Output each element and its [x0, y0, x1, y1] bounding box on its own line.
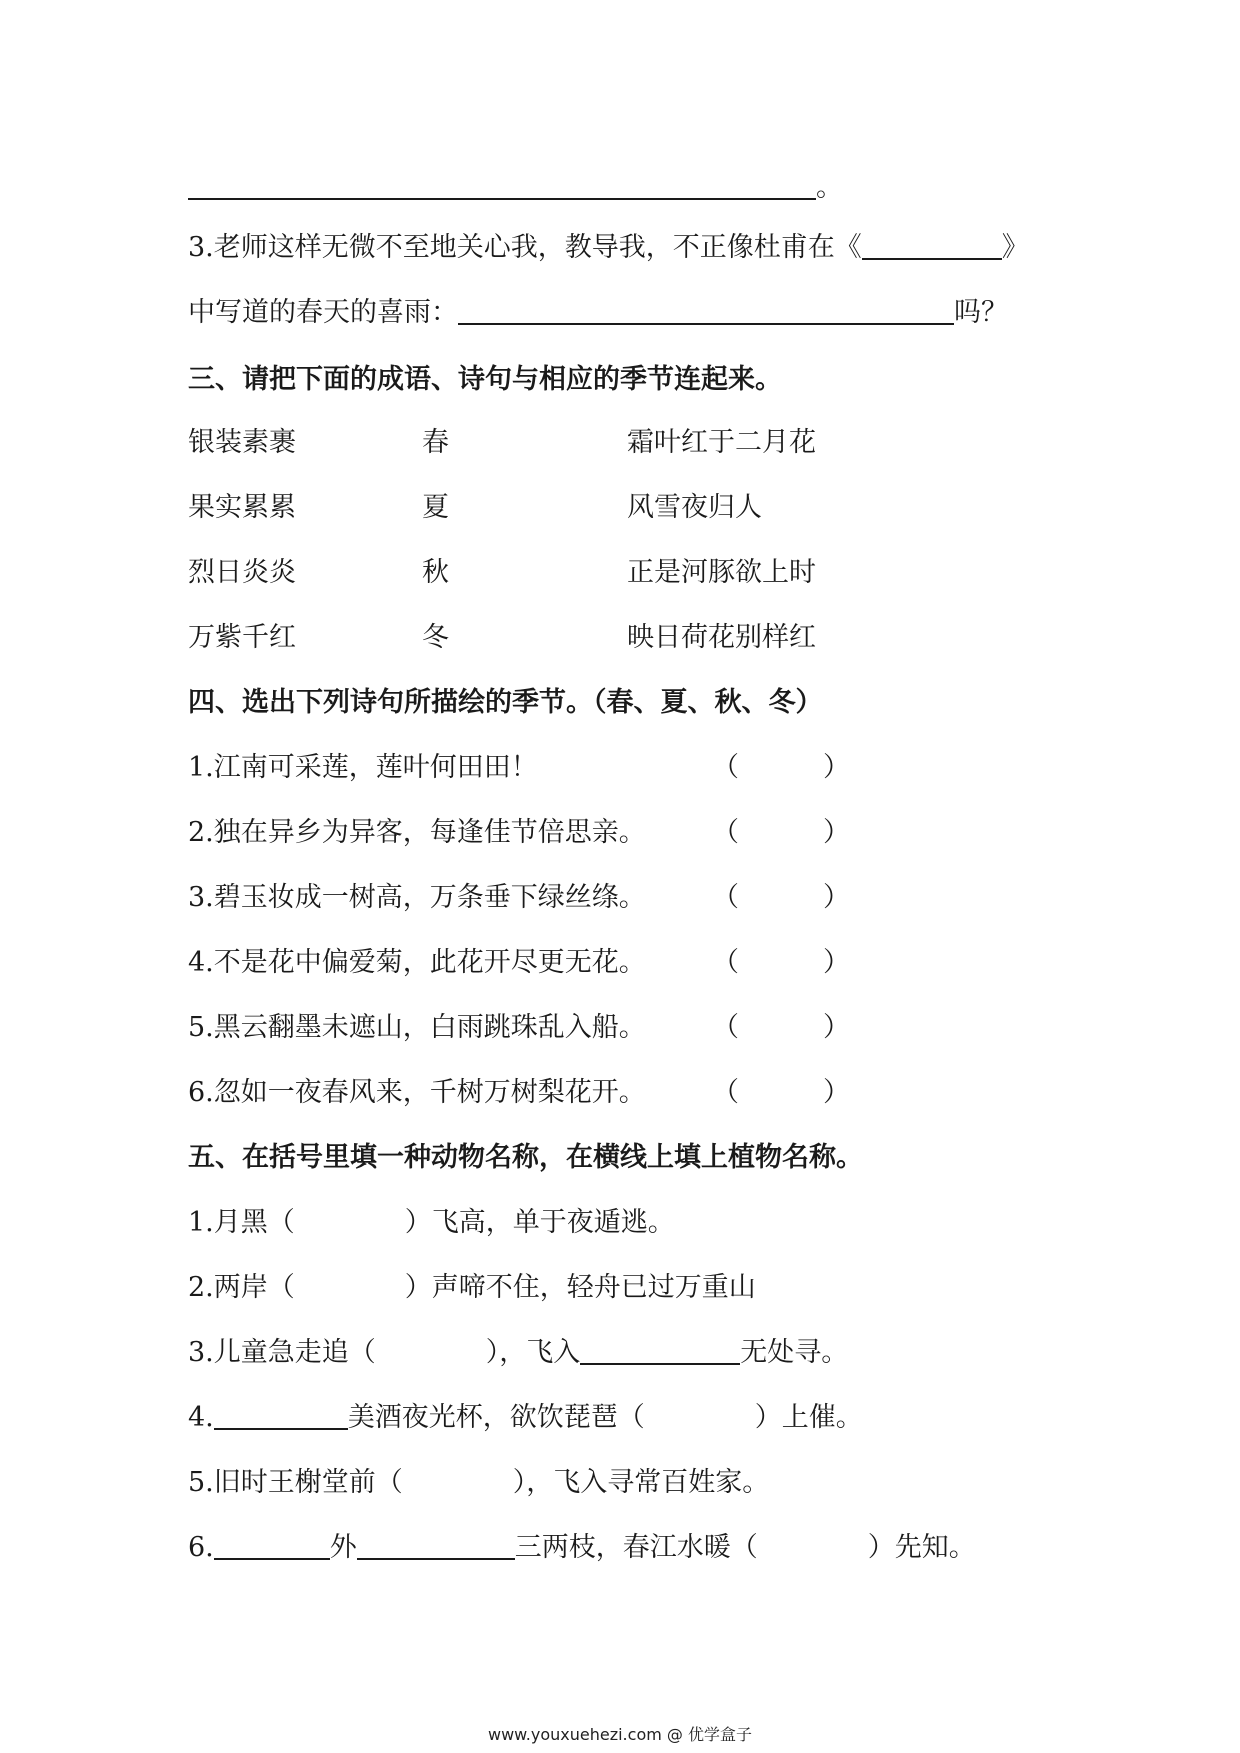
footer-watermark: www.youxuehezi.com @ 优学盒子: [488, 1725, 752, 1744]
season-question: 2.独在异乡为异客，每逢佳节倍思亲。: [188, 817, 646, 848]
fill-question-1: 1.月黑（ ）飞高，单于夜遁逃。: [188, 1207, 675, 1238]
fill-question-6: 6. 外 三两枝，春江水暖（ ）先知。: [188, 1532, 976, 1563]
plant-blank[interactable]: [580, 1337, 740, 1365]
question-2-3-line-2: 中写道的春天的喜雨： 吗？: [188, 297, 1008, 328]
fill-question-3: 3.儿童急走追（ ），飞入 无处寻。: [188, 1337, 849, 1368]
season-question: 4.不是花中偏爱菊，此花开尽更无花。: [188, 947, 646, 978]
season: 春: [422, 427, 449, 458]
season-question: 3.碧玉妆成一树高，万条垂下绿丝绦。: [188, 882, 646, 913]
answer-parens[interactable]: （ ）: [712, 752, 850, 783]
plant-blank[interactable]: [214, 1532, 330, 1560]
season-question: 1.江南可采莲，莲叶何田田！: [188, 752, 538, 783]
fill-question-2: 2.两岸（ ）声啼不住，轻舟已过万重山: [188, 1272, 756, 1303]
season: 夏: [422, 492, 449, 523]
answer-parens[interactable]: （ ）: [712, 1012, 850, 1043]
answer-parens[interactable]: （ ）: [712, 947, 850, 978]
poem-line: 霜叶红于二月花: [627, 427, 816, 458]
section-3-title: 三、请把下面的成语、诗句与相应的季节连起来。: [188, 364, 782, 395]
idiom: 果实累累: [188, 492, 296, 523]
poem-line: 风雪夜归人: [627, 492, 762, 523]
section-5-title: 五、在括号里填一种动物名称，在横线上填上植物名称。: [188, 1142, 863, 1173]
period: 。: [816, 172, 843, 203]
section-4-title: 四、选出下列诗句所描绘的季节。（春、夏、秋、冬）: [188, 687, 823, 718]
season: 冬: [422, 622, 449, 653]
poem-line-blank[interactable]: [458, 297, 954, 325]
idiom: 万紫千红: [188, 622, 296, 653]
answer-parens[interactable]: （ ）: [712, 1077, 850, 1108]
poem-line: 正是河豚欲上时: [627, 557, 816, 588]
question-2-3-line-1: 3.老师这样无微不至地关心我，教导我，不正像杜甫在《 》: [188, 232, 1029, 263]
poem-title-blank[interactable]: [862, 232, 1002, 260]
season: 秋: [422, 557, 449, 588]
plant-blank[interactable]: [357, 1532, 515, 1560]
idiom: 银装素裹: [188, 427, 296, 458]
fill-question-5: 5.旧时王榭堂前（ ），飞入寻常百姓家。: [188, 1467, 770, 1498]
answer-parens[interactable]: （ ）: [712, 882, 850, 913]
season-question: 6.忽如一夜春风来，千树万树梨花开。: [188, 1077, 646, 1108]
fill-blank[interactable]: [188, 172, 816, 200]
poem-line: 映日荷花别样红: [627, 622, 816, 653]
answer-line-continuation: [188, 170, 843, 206]
season-question: 5.黑云翻墨未遮山，白雨跳珠乱入船。: [188, 1012, 646, 1043]
answer-parens[interactable]: （ ）: [712, 817, 850, 848]
idiom: 烈日炎炎: [188, 557, 296, 588]
fill-question-4: 4. 美酒夜光杯，欲饮琵琶（ ）上催。: [188, 1402, 863, 1433]
plant-blank[interactable]: [214, 1402, 348, 1430]
